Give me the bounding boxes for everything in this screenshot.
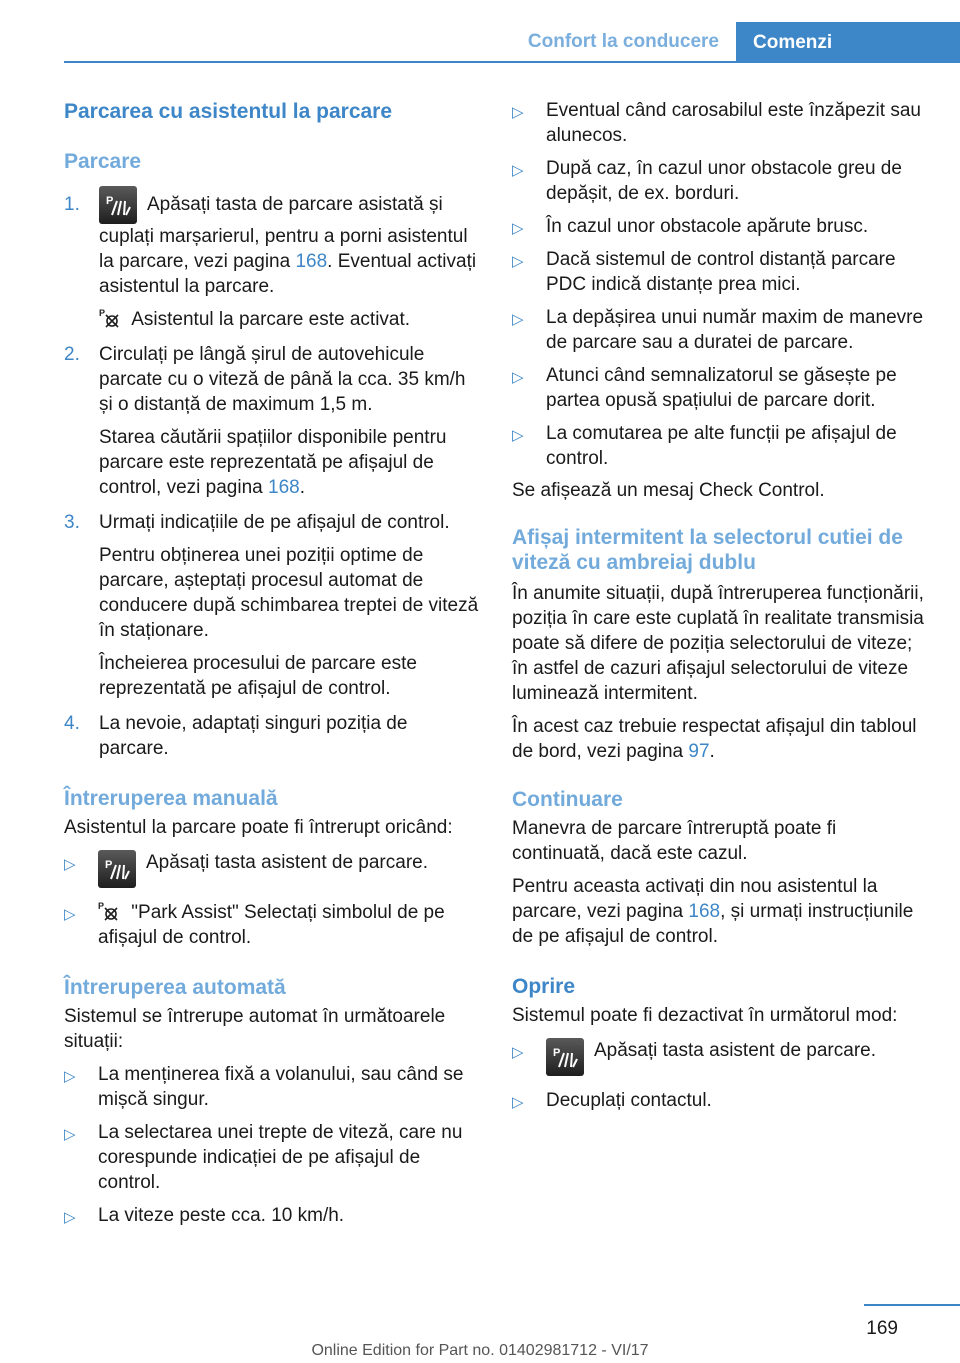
running-header-tab: Comenzi (736, 22, 960, 63)
step-number: 4. (64, 713, 80, 734)
page-link[interactable]: 168 (295, 251, 328, 272)
bullet-icon: ▷ (512, 220, 524, 237)
park-assist-symbol-icon (98, 900, 126, 925)
bullet-icon: ▷ (64, 856, 76, 873)
bullet-icon: ▷ (64, 906, 76, 923)
list-item: ▷ La comutarea pe alte funcții pe afișajul de control. (512, 423, 897, 469)
svg-text:P: P (99, 308, 106, 318)
list-item: ▷ Decuplați contactul. (512, 1088, 928, 1113)
list-item: ▷ Eventual când carosabilul este înzăpezit sau alunecos. (512, 100, 921, 146)
bullet-icon: ▷ (512, 104, 524, 121)
bullet-icon: ▷ (64, 1126, 76, 1143)
list-item: ▷ La selectarea unei trepte de viteză, care nu corespunde indicației de pe afișajul de control. (64, 1122, 463, 1193)
right-column: ▷ Eventual când carosabilul este înzăpezit sau alunecos. ▷ După caz, în cazul unor obstacole greu de depășit, de ex. borduri. ▷ În cazul unor obstacole apărute brusc. ▷ Dacă sistemul de control distanță parcare PDC indică distanțe prea mici. ▷ La depășirea unui număr maxim de manevre de parcare sau a duratei de parcare. ▷ Atunci când semnalizatorul se găsește pe partea opusă spațiului de parcare dorit. ▷ La comutarea pe alte funcții pe afișajul de control. Se afișează un mesaj Check Control. Afișaj intermitent la selectorul cutiei de viteză cu ambreiaj dublu În anumite situații, după întreruperea funcționării, poziția în care este cuplată în realitate transmisia poate să difere de poziția selectorului de viteze; în astfel de cazuri afișajul selectorului de viteze luminează intermitent. În acest caz trebuie respectat afișajul din tabloul de bord, vezi pagina 97. Continuare Manevra de parcare întreruptă poate fi continuată, dacă este cazul. Pentru aceasta activați din nou asistentul la parcare, vezi pagina 168, și urmați instrucțiunile de pe afișajul de control. Oprire Sistemul poate fi dezactivat în următorul mod: ▷ P Apăsați tasta asistent de parcare. ▷ Decuplați contactul. (512, 98, 928, 1113)
step-3: 3. Urmați indicațiile de pe afișajul de control. Pentru obținerea unei poziții optime de parcare, așteptați procesul automat de conducere după schimbarea treptei de viteză în staționare. Încheierea procesului de parcare este reprezentată pe afișajul de control. (64, 512, 479, 699)
list-item: ▷ P Apăsați tasta asistent de parcare. (64, 850, 480, 888)
running-header-section: Confort la conducere (527, 31, 719, 52)
step-number: 1. (64, 194, 80, 215)
page-link[interactable]: 168 (688, 901, 721, 922)
heading-continue: Continuare (512, 788, 623, 811)
list-item: ▷ P "Park Assist" Selectați simbolul de pe afișajul de control. (64, 901, 445, 948)
bullet-icon: ▷ (512, 1094, 524, 1111)
svg-text:P: P (106, 195, 114, 207)
bullet-icon: ▷ (512, 311, 524, 328)
heading-auto: Întreruperea automată (64, 976, 286, 999)
park-assist-button-icon (99, 186, 137, 224)
header-rule (64, 61, 736, 63)
step-number: 2. (64, 344, 80, 365)
heading-parcare: Parcare (64, 150, 142, 173)
step-4: 4. La nevoie, adaptați singuri poziția de parcare. (64, 713, 408, 759)
list-item: ▷ Atunci când semnalizatorul se găsește pe partea opusă spațiului de parcare dorit. (512, 365, 897, 411)
page-link[interactable]: 97 (688, 741, 710, 762)
step-number: 3. (64, 512, 80, 533)
page-number: 169 (866, 1318, 898, 1339)
heading-blink: Afișaj intermitent la selectorul cutiei de viteză cu ambreiaj dublu (512, 526, 903, 574)
bullet-icon: ▷ (512, 162, 524, 179)
park-assist-symbol-icon (99, 307, 127, 332)
bullet-icon: ▷ (512, 369, 524, 386)
page-link[interactable]: 168 (268, 477, 300, 498)
list-item: ▷ Dacă sistemul de control distanță parcare PDC indică distanțe prea mici. (512, 249, 896, 295)
bullet-icon: ▷ (512, 253, 524, 270)
svg-text:P: P (105, 859, 113, 871)
section-title: Parcarea cu asistentul la parcare (64, 100, 393, 123)
bullet-icon: ▷ (512, 427, 524, 444)
bullet-icon: ▷ (64, 1209, 76, 1226)
park-assist-button-icon (546, 1038, 584, 1076)
list-item: ▷ P Apăsați tasta asistent de parcare. (512, 1038, 928, 1076)
heading-manual: Întreruperea manuală (64, 787, 278, 810)
list-item: ▷ La menținerea fixă a volanului, sau când se mișcă singur. (64, 1064, 464, 1110)
step-2: 2. Circulați pe lângă șirul de autovehicule parcate cu o viteză de până la cca. 35 km/h și o distanță de maximum 1,5 m. Starea căutării spațiilor disponibile pentru parcare este reprezentată pe afișajul de control, vezi pagina 168. (64, 344, 466, 498)
left-column: Parcarea cu asistentul la parcare Parcare 1. P Apăsați tasta de parcare asistată și cuplați marșarierul, pentru a porni asistentul la parcare, vezi pagina 168. Eventual activați asistentul la parcare. P Asistentul la parcare este activat. 2. Circulați pe lângă șirul de autovehicule parcate cu o viteză de până la cca. 35 km/h și o distanță de maximum 1,5 m. Starea căutării spațiilor disponibile pentru parcare este reprezentată pe afișajul de control, vezi pagina 168. 3. Urmați indicațiile de pe afișajul de control. Pentru obținerea unei poziții optime de parcare, așteptați procesul automat de conducere după schimbarea treptei de viteză în staționare. Încheierea procesului de parcare este reprezentată pe afișajul de control. 4. La nevoie, adaptați singuri poziția de parcare. Întreruperea manuală Asistentul la parcare poate fi întrerupt oricând: ▷ P Apăsați tasta asistent de parcare. ▷ P "Park Assist" Selectați simbolul de pe afișajul de control. Întreruperea automată Sistemul se întrerupe automat în următoarele situații: ▷ La menținerea fixă a volanului, sau când se mișcă singur. ▷ La selectarea unei trepte de viteză, care nu corespunde indicației de pe afișajul de control. ▷ La viteze peste cca. 10 km/h. (64, 98, 480, 1228)
footer-edition: Online Edition for Part no. 01402981712 - VI/17 (311, 1342, 649, 1359)
svg-text:P: P (98, 901, 105, 911)
list-item: ▷ La viteze peste cca. 10 km/h. (64, 1203, 480, 1228)
list-item: ▷ După caz, în cazul unor obstacole greu de depășit, de ex. borduri. (512, 158, 902, 204)
park-assist-button-icon (98, 850, 136, 888)
bullet-icon: ▷ (512, 1044, 524, 1061)
step-1: 1. P Apăsați tasta de parcare asistată și cuplați marșarierul, pentru a porni asistentul la parcare, vezi pagina 168. Eventual activați asistentul la parcare. P Asistentul la parcare este activat. (64, 192, 480, 332)
list-item: ▷ La depășirea unui număr maxim de manevre de parcare sau a duratei de parcare. (512, 307, 924, 353)
heading-stop: Oprire (512, 975, 576, 998)
list-item: ▷ În cazul unor obstacole apărute brusc. (512, 214, 928, 239)
bullet-icon: ▷ (64, 1068, 76, 1085)
svg-text:P: P (553, 1047, 561, 1059)
footer-rule (864, 1304, 960, 1306)
